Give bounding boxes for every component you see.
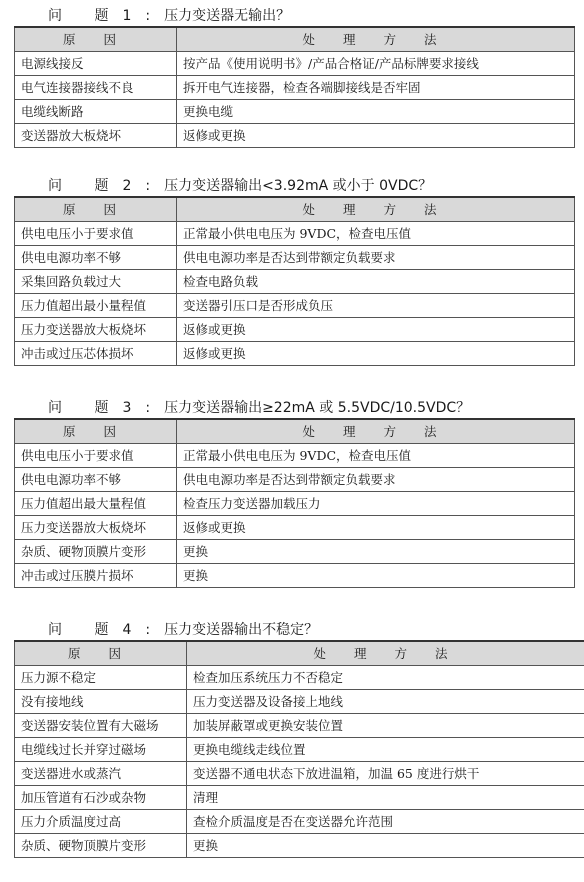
table-row [15, 444, 575, 468]
table-row [15, 52, 575, 76]
table-row [15, 76, 575, 100]
table-header-row [15, 27, 575, 52]
table-row [15, 124, 575, 148]
table-row [15, 738, 584, 762]
cell-cause: 杂质、硬物顶膜片变形 [15, 834, 187, 858]
cell-cause: 没有接地线 [15, 690, 187, 714]
cell-cause: 供电电压小于要求值 [15, 444, 177, 468]
table-row [15, 246, 575, 270]
cell-method: 变送器不通电状态下放进温箱，加温 65 度进行烘干 [187, 762, 584, 786]
cell-cause: 电缆线过长并穿过磁场 [15, 738, 187, 762]
table-row [15, 100, 575, 124]
table-row [15, 318, 575, 342]
cell-cause: 变送器放大板烧坏 [15, 124, 177, 148]
cell-cause: 压力源不稳定 [15, 666, 187, 690]
cell-cause: 采集回路负载过大 [15, 270, 177, 294]
table-row [15, 222, 575, 246]
table-row [15, 540, 575, 564]
table-row [15, 492, 575, 516]
header-method: 处 理 方 法 [177, 197, 575, 222]
table-header-row [15, 641, 584, 666]
table-row [15, 294, 575, 318]
header-method: 处 理 方 法 [177, 419, 575, 444]
question-label: 问 题4: [48, 622, 165, 638]
cell-cause: 电气连接器接线不良 [15, 76, 177, 100]
cell-method: 加装屏蔽罩或更换安装位置 [187, 714, 584, 738]
header-cause: 原 因 [15, 641, 187, 666]
cell-method: 正常最小供电电压为 9VDC，检查电压值 [177, 222, 575, 246]
table-row [15, 786, 584, 810]
header-method: 处 理 方 法 [177, 27, 575, 52]
question-label: 问 题1: [48, 8, 165, 24]
cell-cause: 压力变送器放大板烧坏 [15, 318, 177, 342]
cell-method: 更换 [187, 834, 584, 858]
cell-method: 检查加压系统压力不否稳定 [187, 666, 584, 690]
cell-cause: 变送器安装位置有大磁场 [15, 714, 187, 738]
question-text: 压力变送器无输出？ [164, 8, 291, 24]
cell-method: 更换电缆线走线位置 [187, 738, 584, 762]
troubleshooting-table [14, 418, 575, 588]
question-title [48, 620, 318, 640]
question-text: 压力变送器输出不稳定？ [164, 622, 319, 638]
cell-cause: 冲击或过压芯体损坏 [15, 342, 177, 366]
table-row [15, 564, 575, 588]
cell-method: 检查压力变送器加载压力 [177, 492, 575, 516]
header-cause: 原 因 [15, 197, 177, 222]
cell-method: 压力变送器及设备接上地线 [187, 690, 584, 714]
cell-method: 更换 [177, 564, 575, 588]
cell-cause: 电缆线断路 [15, 100, 177, 124]
cell-cause: 供电电压小于要求值 [15, 222, 177, 246]
cell-cause: 变送器进水或蒸汽 [15, 762, 187, 786]
question-title [48, 176, 432, 196]
table-row [15, 468, 575, 492]
cell-cause: 杂质、硬物顶膜片变形 [15, 540, 177, 564]
header-cause: 原 因 [15, 419, 177, 444]
cell-method: 返修或更换 [177, 124, 575, 148]
cell-method: 更换 [177, 540, 575, 564]
troubleshooting-table [14, 26, 575, 148]
question-label: 问 题3: [48, 400, 165, 416]
question-label: 问 题2: [48, 178, 165, 194]
cell-cause: 供电电源功率不够 [15, 246, 177, 270]
cell-method: 变送器引压口是否形成负压 [177, 294, 575, 318]
table-row [15, 714, 584, 738]
question-text: 压力变送器输出≥22mA 或 5.5VDC/10.5VDC？ [164, 400, 471, 416]
troubleshooting-table [14, 640, 584, 858]
cell-method: 按产品《使用说明书》/产品合格证/产品标牌要求接线 [177, 52, 575, 76]
troubleshooting-table [14, 196, 575, 366]
cell-method: 更换电缆 [177, 100, 575, 124]
question-title [48, 6, 290, 26]
table-row [15, 666, 584, 690]
table-row [15, 690, 584, 714]
cell-cause: 压力变送器放大板烧坏 [15, 516, 177, 540]
cell-cause: 加压管道有石沙或杂物 [15, 786, 187, 810]
cell-method: 检查电路负载 [177, 270, 575, 294]
question-text: 压力变送器输出<3.92mA 或小于 0VDC？ [164, 178, 433, 194]
table-row [15, 810, 584, 834]
cell-cause: 压力值超出最小量程值 [15, 294, 177, 318]
cell-method: 拆开电气连接器，检查各端脚接线是否牢固 [177, 76, 575, 100]
header-method: 处 理 方 法 [187, 641, 584, 666]
header-cause: 原 因 [15, 27, 177, 52]
cell-cause: 电源线接反 [15, 52, 177, 76]
cell-method: 返修或更换 [177, 318, 575, 342]
table-header-row [15, 419, 575, 444]
cell-cause: 压力值超出最大量程值 [15, 492, 177, 516]
table-row [15, 516, 575, 540]
cell-method: 供电电源功率是否达到带额定负载要求 [177, 468, 575, 492]
cell-cause: 压力介质温度过高 [15, 810, 187, 834]
table-row [15, 834, 584, 858]
cell-method: 供电电源功率是否达到带额定负载要求 [177, 246, 575, 270]
cell-method: 查检介质温度是否在变送器允许范围 [187, 810, 584, 834]
table-row [15, 342, 575, 366]
cell-method: 返修或更换 [177, 342, 575, 366]
cell-method: 清理 [187, 786, 584, 810]
cell-cause: 冲击或过压膜片损坏 [15, 564, 177, 588]
question-title [48, 398, 470, 418]
cell-method: 返修或更换 [177, 516, 575, 540]
table-header-row [15, 197, 575, 222]
table-row [15, 762, 584, 786]
table-row [15, 270, 575, 294]
cell-method: 正常最小供电电压为 9VDC，检查电压值 [177, 444, 575, 468]
cell-cause: 供电电源功率不够 [15, 468, 177, 492]
